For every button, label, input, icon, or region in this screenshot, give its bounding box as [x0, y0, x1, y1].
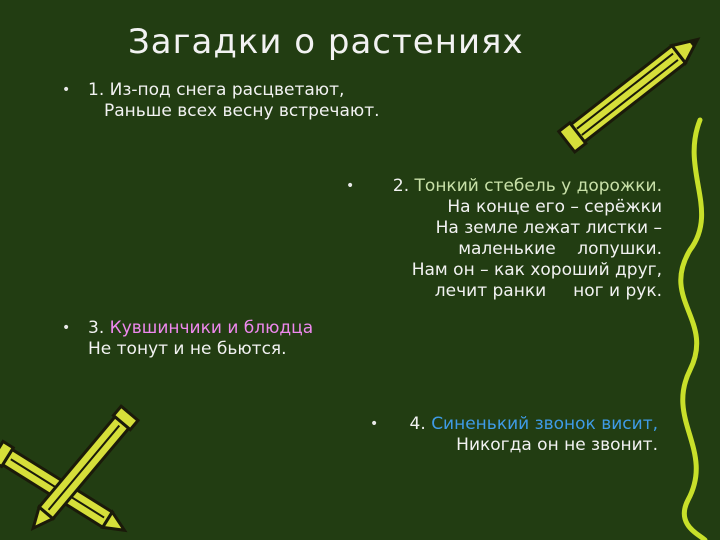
riddle-2-number: 2.: [392, 176, 410, 196]
riddle-2-line-1: Тонкий стебель у дорожки.: [414, 176, 662, 196]
riddle-1-number: 1.: [88, 80, 105, 100]
riddle-3-line-2: Не тонут и не бьются.: [88, 339, 287, 359]
riddle-2-line-4: маленькие лопушки.: [458, 239, 662, 259]
riddle-2-line-2: На конце его – серёжки: [447, 197, 662, 217]
riddle-2-line-3: На земле лежат листки –: [435, 218, 662, 238]
riddle-1-line-2: Раньше всех весну встречают.: [104, 101, 380, 121]
riddle-2-line-5: Нам он – как хороший друг,: [411, 260, 662, 280]
riddle-3-line-1: Кувшинчики и блюдца: [109, 318, 314, 338]
riddle-1: [88, 80, 380, 122]
riddle-2-line-6: лечит ранки ног и рук.: [434, 281, 662, 301]
riddle-4-line-1: Синенький звонок висит,: [431, 414, 658, 434]
riddle-4-line-2: Никогда он не звонит.: [456, 435, 658, 455]
riddle-3-number: 3.: [88, 318, 105, 338]
bullet-4: •: [370, 416, 379, 432]
page-title: Загадки о растениях: [128, 22, 524, 62]
pencil-icon-top-right: [559, 29, 706, 152]
riddle-2: [372, 176, 662, 302]
squiggle-line: [681, 120, 705, 540]
riddle-4: [396, 414, 658, 456]
bullet-2: •: [346, 178, 355, 194]
bullet-3: •: [62, 320, 71, 336]
riddle-3: [88, 318, 313, 360]
bullet-1: •: [62, 82, 71, 98]
riddle-4-number: 4.: [409, 414, 426, 434]
riddle-1-line-1: Из-под снега расцветают,: [109, 80, 345, 100]
